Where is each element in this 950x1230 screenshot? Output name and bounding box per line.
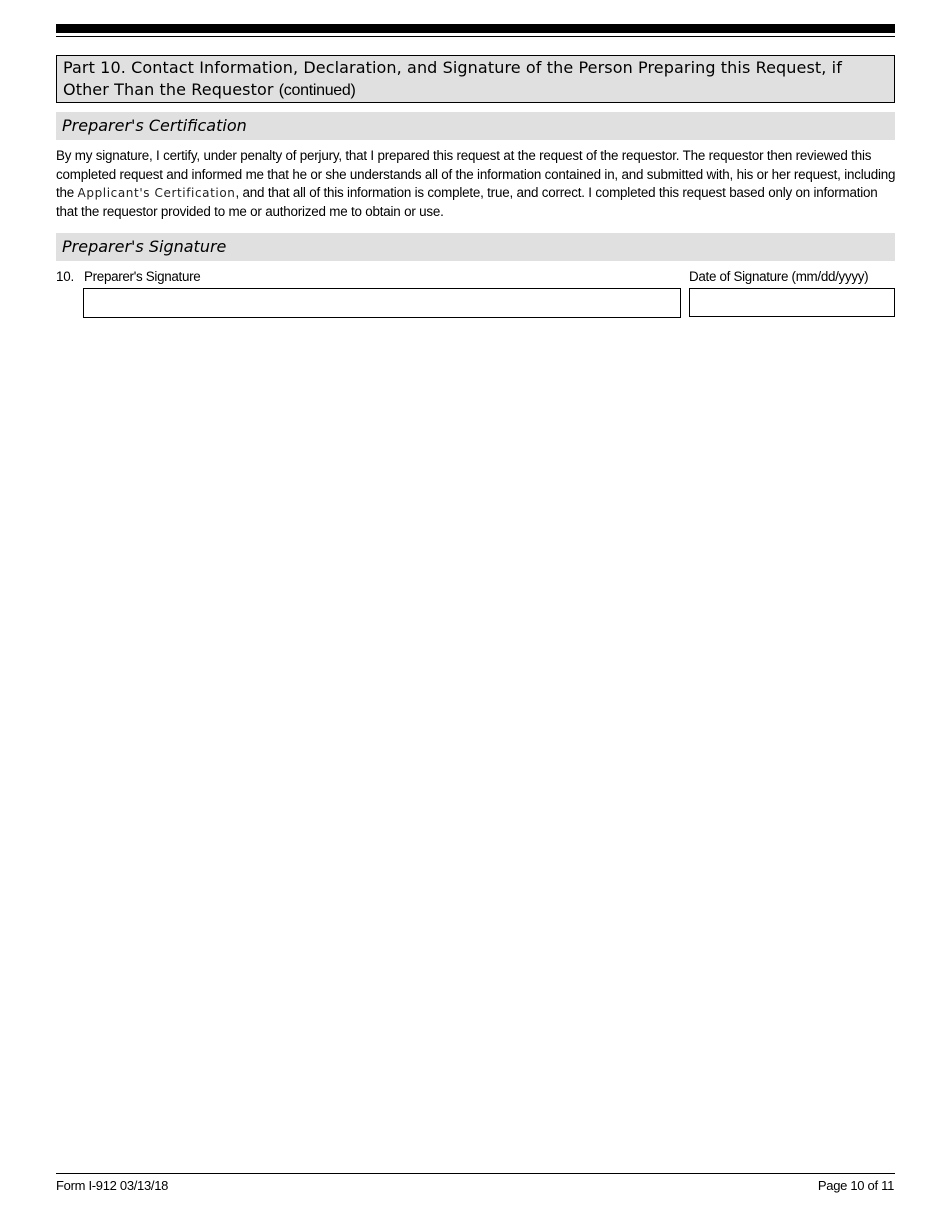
part-header <box>56 55 895 103</box>
part-header-continued: (continued) <box>278 82 356 99</box>
preparer-certification-heading: Preparer's Certification <box>62 116 247 135</box>
date-label: Date of Signature (mm/dd/yyyy) <box>689 269 869 284</box>
signature-field[interactable] <box>83 288 681 318</box>
item-number: 10. <box>56 269 75 284</box>
signature-label: Preparer's Signature <box>84 269 201 284</box>
preparer-signature-heading: Preparer's Signature <box>62 237 227 256</box>
certification-text-after: , and that all of this information is complete, true, and correct. I completed this request based only on information that the requestor provided to me or authorized me to obtain or use. <box>56 185 878 219</box>
certification-text-before: By my signature, I certify, under penalty of perjury, that I prepared this request at the request of the requestor. The requestor then reviewed this completed request and informed me that he or she understands all of the information contained in, and submitted with, his or her request, including the <box>56 148 896 200</box>
part-header-title <box>63 57 893 102</box>
date-of-signature-field[interactable] <box>689 288 895 317</box>
form-identifier: Form I-912 03/13/18 <box>56 1178 169 1193</box>
certification-emphasis: Applicant's Certification <box>77 186 236 200</box>
page-number: Page 10 of 11 <box>817 1178 894 1193</box>
footer-rule <box>56 1173 895 1174</box>
top-rule-thin <box>56 36 895 37</box>
preparer-signature-header <box>56 233 895 261</box>
top-rule-thick <box>56 24 895 33</box>
preparer-certification-header <box>56 112 895 140</box>
part-header-title-text: Part 10. Contact Information, Declaration, and Signature of the Person Preparing this Request, if Other Than the Requestor <box>63 58 842 99</box>
certification-text <box>56 147 896 221</box>
